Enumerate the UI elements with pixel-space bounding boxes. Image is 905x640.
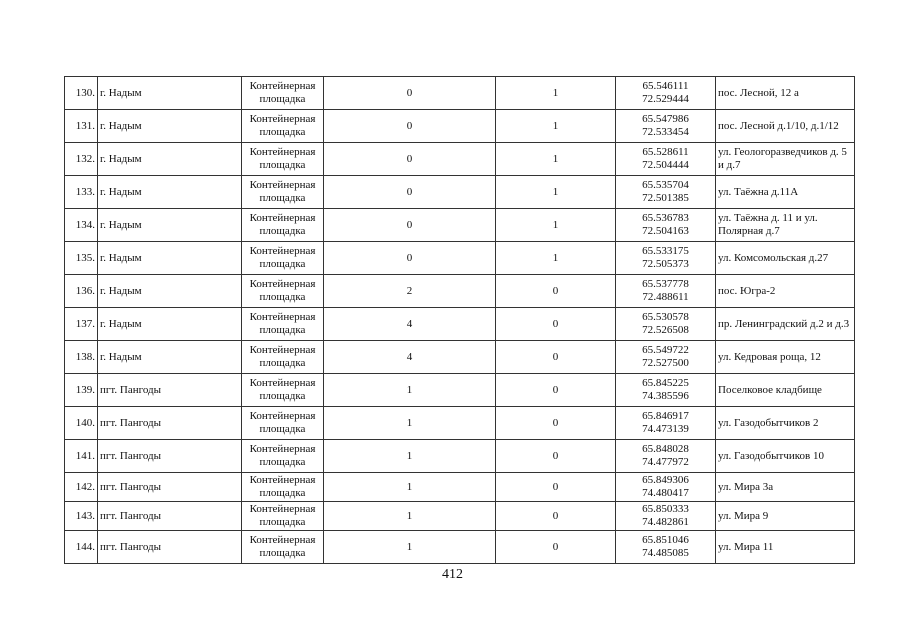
coordinates-line: 74.477972: [642, 456, 689, 468]
count-b-cell: 0: [496, 502, 616, 531]
site-type-line: площадка: [259, 423, 306, 435]
count-a-cell: 2: [324, 275, 496, 308]
address-cell: ул. Мира 11: [716, 531, 855, 564]
row-number-cell: 130.: [65, 77, 98, 110]
address-cell: ул. Геологоразведчиков д. 5 и д.7: [716, 143, 855, 176]
count-b-cell: 0: [496, 473, 616, 502]
row-number-cell: 133.: [65, 176, 98, 209]
coordinates-line: 72.501385: [642, 192, 689, 204]
site-type-line: Контейнерная: [249, 146, 316, 158]
table-row: [65, 531, 855, 564]
row-number-cell: 138.: [65, 341, 98, 374]
coordinates-line: 65.530578: [642, 311, 689, 323]
coordinates-line: 72.504163: [642, 225, 689, 237]
count-b-cell: 0: [496, 341, 616, 374]
row-number-cell: 137.: [65, 308, 98, 341]
coordinates-line: 65.549722: [642, 344, 689, 356]
site-type-cell: [242, 407, 324, 440]
site-type-cell: [242, 440, 324, 473]
count-a-cell: 4: [324, 341, 496, 374]
settlement-cell: г. Надым: [98, 110, 242, 143]
count-a-cell: 1: [324, 502, 496, 531]
settlement-cell: пгт. Пангоды: [98, 502, 242, 531]
site-type-line: Контейнерная: [249, 474, 316, 486]
table-row: [65, 341, 855, 374]
count-b-cell: 1: [496, 209, 616, 242]
coordinates-cell: [616, 473, 716, 502]
coordinates-line: 65.537778: [642, 278, 689, 290]
site-type-line: Контейнерная: [249, 179, 316, 191]
coordinates-line: 65.533175: [642, 245, 689, 257]
count-b-cell: 1: [496, 242, 616, 275]
table-row: [65, 473, 855, 502]
coordinates-line: 65.849306: [642, 474, 689, 486]
site-type-line: Контейнерная: [249, 311, 316, 323]
count-a-cell: 1: [324, 374, 496, 407]
settlement-cell: пгт. Пангоды: [98, 473, 242, 502]
settlement-cell: г. Надым: [98, 308, 242, 341]
site-type-line: площадка: [259, 516, 306, 528]
site-type-line: площадка: [259, 357, 306, 369]
address-cell: пос. Лесной д.1/10, д.1/12: [716, 110, 855, 143]
table-row: [65, 502, 855, 531]
table-row: [65, 209, 855, 242]
site-type-line: площадка: [259, 547, 306, 559]
coordinates-line: 65.851046: [642, 534, 689, 546]
table-row: [65, 143, 855, 176]
count-b-cell: 0: [496, 531, 616, 564]
settlement-cell: г. Надым: [98, 143, 242, 176]
site-type-line: площадка: [259, 126, 306, 138]
row-number-cell: 132.: [65, 143, 98, 176]
page-number: 412: [442, 567, 463, 582]
count-b-cell: 0: [496, 308, 616, 341]
row-number-cell: 142.: [65, 473, 98, 502]
settlement-cell: пгт. Пангоды: [98, 374, 242, 407]
table-row: [65, 77, 855, 110]
site-type-line: площадка: [259, 390, 306, 402]
site-type-cell: [242, 308, 324, 341]
row-number-cell: 135.: [65, 242, 98, 275]
count-a-cell: 0: [324, 143, 496, 176]
count-a-cell: 1: [324, 473, 496, 502]
site-type-cell: [242, 531, 324, 564]
site-type-line: площадка: [259, 258, 306, 270]
coordinates-cell: [616, 176, 716, 209]
site-type-line: площадка: [259, 192, 306, 204]
site-type-line: Контейнерная: [249, 113, 316, 125]
table-row: [65, 308, 855, 341]
coordinates-line: 65.845225: [642, 377, 689, 389]
coordinates-cell: [616, 374, 716, 407]
address-cell: пос. Лесной, 12 а: [716, 77, 855, 110]
site-type-cell: [242, 209, 324, 242]
count-a-cell: 1: [324, 440, 496, 473]
site-type-line: Контейнерная: [249, 212, 316, 224]
settlement-cell: г. Надым: [98, 275, 242, 308]
site-type-cell: [242, 374, 324, 407]
settlement-cell: пгт. Пангоды: [98, 440, 242, 473]
row-number-cell: 134.: [65, 209, 98, 242]
coordinates-cell: [616, 440, 716, 473]
address-cell: ул. Кедровая роща, 12: [716, 341, 855, 374]
address-cell: пр. Ленинградский д.2 и д.3: [716, 308, 855, 341]
count-a-cell: 1: [324, 407, 496, 440]
site-type-line: Контейнерная: [249, 443, 316, 455]
coordinates-cell: [616, 143, 716, 176]
table-row: [65, 110, 855, 143]
table-row: [65, 176, 855, 209]
coordinates-line: 74.482861: [642, 516, 689, 528]
row-number-cell: 143.: [65, 502, 98, 531]
coordinates-cell: [616, 341, 716, 374]
row-number-cell: 144.: [65, 531, 98, 564]
coordinates-line: 72.529444: [642, 93, 689, 105]
table-row: [65, 407, 855, 440]
site-type-line: Контейнерная: [249, 344, 316, 356]
count-a-cell: 0: [324, 77, 496, 110]
row-number-cell: 131.: [65, 110, 98, 143]
settlement-cell: г. Надым: [98, 242, 242, 275]
site-type-line: площадка: [259, 324, 306, 336]
address-cell: пос. Югра-2: [716, 275, 855, 308]
coordinates-cell: [616, 502, 716, 531]
site-type-cell: [242, 502, 324, 531]
coordinates-cell: [616, 407, 716, 440]
coordinates-line: 65.850333: [642, 503, 689, 515]
site-type-cell: [242, 242, 324, 275]
coordinates-line: 72.533454: [642, 126, 689, 138]
site-type-cell: [242, 110, 324, 143]
coordinates-line: 72.488611: [642, 291, 689, 303]
coordinates-line: 65.547986: [642, 113, 689, 125]
address-cell: ул. Мира 9: [716, 502, 855, 531]
coordinates-line: 72.504444: [642, 159, 689, 171]
site-type-line: площадка: [259, 159, 306, 171]
coordinates-cell: [616, 531, 716, 564]
site-type-line: Контейнерная: [249, 503, 316, 515]
site-type-line: Контейнерная: [249, 245, 316, 257]
table-row: [65, 440, 855, 473]
coordinates-line: 72.505373: [642, 258, 689, 270]
site-type-line: площадка: [259, 93, 306, 105]
site-type-cell: [242, 473, 324, 502]
coordinates-line: 65.536783: [642, 212, 689, 224]
coordinates-cell: [616, 308, 716, 341]
count-a-cell: 0: [324, 176, 496, 209]
coordinates-cell: [616, 209, 716, 242]
container-site-table: [64, 76, 855, 564]
site-type-line: Контейнерная: [249, 410, 316, 422]
site-type-cell: [242, 143, 324, 176]
count-a-cell: 0: [324, 242, 496, 275]
address-cell: ул. Таёжна д.11А: [716, 176, 855, 209]
row-number-cell: 140.: [65, 407, 98, 440]
site-type-line: площадка: [259, 487, 306, 499]
address-cell: ул. Мира 3а: [716, 473, 855, 502]
coordinates-cell: [616, 77, 716, 110]
settlement-cell: г. Надым: [98, 77, 242, 110]
settlement-cell: г. Надым: [98, 176, 242, 209]
address-cell: ул. Комсомольская д.27: [716, 242, 855, 275]
count-a-cell: 4: [324, 308, 496, 341]
count-b-cell: 1: [496, 77, 616, 110]
site-type-line: Контейнерная: [249, 534, 316, 546]
coordinates-cell: [616, 110, 716, 143]
address-cell: ул. Газодобытчиков 10: [716, 440, 855, 473]
site-type-line: площадка: [259, 225, 306, 237]
coordinates-line: 72.527500: [642, 357, 689, 369]
settlement-cell: пгт. Пангоды: [98, 407, 242, 440]
count-b-cell: 1: [496, 110, 616, 143]
settlement-cell: г. Надым: [98, 209, 242, 242]
count-a-cell: 0: [324, 209, 496, 242]
row-number-cell: 139.: [65, 374, 98, 407]
site-type-line: площадка: [259, 456, 306, 468]
site-type-cell: [242, 176, 324, 209]
site-type-line: площадка: [259, 291, 306, 303]
address-cell: Поселковое кладбище: [716, 374, 855, 407]
table-row: [65, 275, 855, 308]
coordinates-line: 74.385596: [642, 390, 689, 402]
table-row: [65, 242, 855, 275]
count-a-cell: 1: [324, 531, 496, 564]
count-b-cell: 0: [496, 407, 616, 440]
coordinates-cell: [616, 242, 716, 275]
coordinates-cell: [616, 275, 716, 308]
address-cell: ул. Таёжна д. 11 и ул. Полярная д.7: [716, 209, 855, 242]
settlement-cell: пгт. Пангоды: [98, 531, 242, 564]
coordinates-line: 65.848028: [642, 443, 689, 455]
coordinates-line: 74.480417: [642, 487, 689, 499]
table-body: [65, 77, 855, 564]
coordinates-line: 65.535704: [642, 179, 689, 191]
site-type-line: Контейнерная: [249, 80, 316, 92]
row-number-cell: 136.: [65, 275, 98, 308]
coordinates-line: 72.526508: [642, 324, 689, 336]
site-type-line: Контейнерная: [249, 377, 316, 389]
table-row: [65, 374, 855, 407]
count-b-cell: 0: [496, 374, 616, 407]
count-b-cell: 0: [496, 440, 616, 473]
coordinates-line: 74.485085: [642, 547, 689, 559]
count-b-cell: 1: [496, 143, 616, 176]
coordinates-line: 65.528611: [642, 146, 689, 158]
count-a-cell: 0: [324, 110, 496, 143]
site-type-cell: [242, 275, 324, 308]
address-cell: ул. Газодобытчиков 2: [716, 407, 855, 440]
row-number-cell: 141.: [65, 440, 98, 473]
coordinates-line: 65.546111: [642, 80, 689, 92]
coordinates-line: 74.473139: [642, 423, 689, 435]
count-b-cell: 0: [496, 275, 616, 308]
count-b-cell: 1: [496, 176, 616, 209]
coordinates-line: 65.846917: [642, 410, 689, 422]
settlement-cell: г. Надым: [98, 341, 242, 374]
site-type-line: Контейнерная: [249, 278, 316, 290]
site-type-cell: [242, 77, 324, 110]
site-type-cell: [242, 341, 324, 374]
